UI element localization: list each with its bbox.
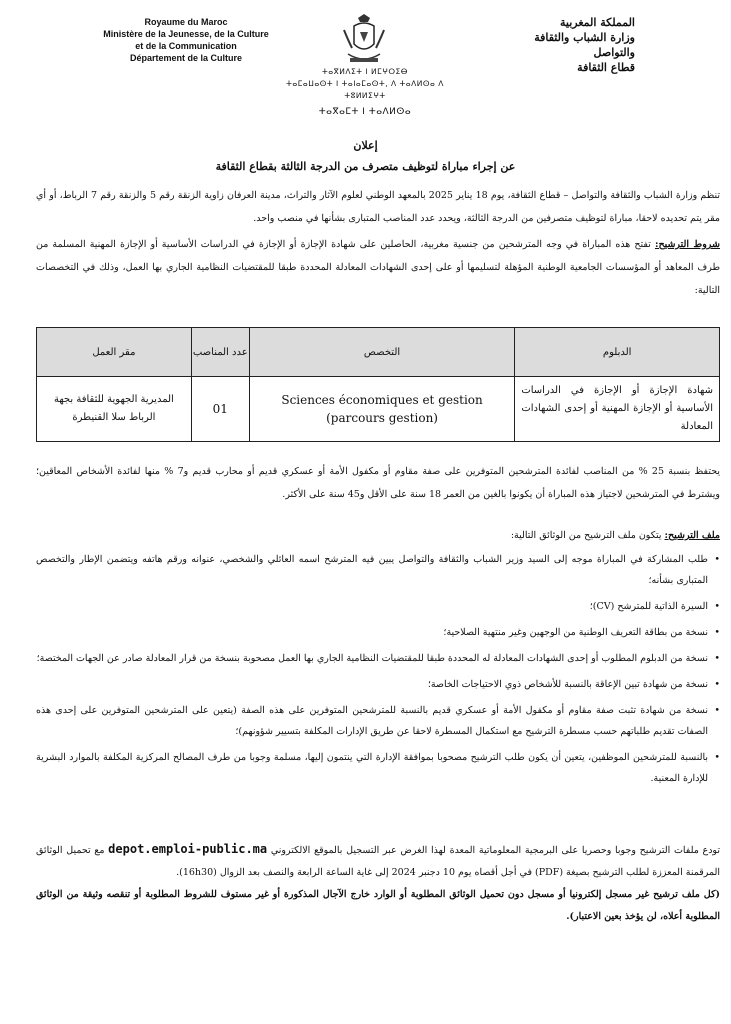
deposit-text-cont: مع تحميل الوثائق المرقمنة المعززة لطلب الترشيح بصيغة (PDF) في أجل أقصاه يوم 10 دجنبر 2024 إلى غاية الساعة الرابعة والنصف بعد الزوال (16h30). [36,845,720,878]
header-arabic [465,15,635,75]
header-ar-line: وزارة الشباب والثقافة [534,31,635,44]
list-item: • طلب المشاركة في المباراة موجه إلى السيد وزير الشباب والثقافة والتواصل يبين فيه المترشح اسمه العائلي والشخصي، عنوانه ورقم هاتفه ويتضمن الإطار والتخصص المتبارى بشأنه؛ [36,549,720,591]
header-tifinagh [280,66,450,118]
header-ar-line: المملكة المغربية [560,16,635,29]
header-ar-line: والتواصل [593,46,635,59]
conditions-paragraph [36,233,720,302]
table-header-row [37,328,720,377]
deposit-text: تودع ملفات الترشيح وجوبا وحصريا على البرمجية المعلوماتية المعدة لهذا الغرض عبر التسجيل بالموقع الالكتروني [270,845,720,856]
list-item: • نسخة من شهادة تثبت صفة مقاوم أو مكفول الأمة أو عسكري قديم بالنسبة للمترشحين المتوفرين على هذه الصفة (يتعين على المترشحين المتوفرين على إحدى هذه الصفات تقديم طلباتهم حسب مسطرة الترشيح مع استكمال المسطرة لاحقا عن طريق الإدارات المكلفة بتسيير شؤونهم)؛ [36,700,720,742]
list-item: • نسخة من الدبلوم المطلوب أو إحدى الشهادات المعادلة له المحددة طبقا للمقتضيات النظامية الجاري بها العمل مصحوبة بنسخة من قرار المعادلة صادر عن الجهات المختصة؛ [36,648,720,669]
deposit-paragraph [36,838,720,884]
announcement-subject: عن إجراء مباراة لتوظيف متصرف من الدرجة الثالثة بقطاع الثقافة [215,160,516,173]
table-cell-count: 01 [191,377,249,442]
header-fr-line: Département de la Culture [129,53,243,63]
conditions-text: تفتح هذه المباراة في وجه المترشحين من جنسية مغربية، الحاصلين على شهادة الإجازة أو الإجازة في الدراسات الأساسية أو الإجازة المهنية المسلمة من طرف المعاهد أو المؤسسات الجامعية الوطنية المؤهلة لتسليمها أو على إحدى الشهادات المعادلة المحددة طبقا للمقتضيات النظامية الجاري بها العمل، وذلك في التخصصات التالية: [36,239,720,296]
list-item: • نسخة من بطاقة التعريف الوطنية من الوجهين وغير منتهية الصلاحية؛ [36,622,720,643]
header-fr-line: Ministère de la Jeunesse, de la Culture [103,29,269,39]
header-tif-line: ⵜⴰⵎⴰⵡⴰⵙⵜ ⵏ ⵜⴰⵏⴰⵎⴰⵙⵜ, ⴷ ⵜⴰⴷⵍⵙⴰ ⴷ ⵜⵓⵍⵍⵉⵖⵜ [286,79,444,100]
header-fr-line: Royaume du Maroc [144,17,228,27]
deposit-website-link[interactable]: depot.emploi-public.ma [108,842,268,856]
list-item: • نسخة من شهادة تبين الإعاقة بالنسبة للأشخاص ذوي الاحتياجات الخاصة؛ [36,674,720,695]
table-row [37,377,720,442]
announcement-heading: إعلان [353,139,378,152]
specialty-line: (parcours gestion) [326,411,438,425]
header-tif-line: ⵜⴰⴳⴰⵎⵜ ⵏ ⵜⴰⴷⵍⵙⴰ [318,107,412,117]
header-tif-line: ⵜⴰⴳⵍⴷⵉⵜ ⵏ ⵍⵎⵖⵔⵉⴱ [322,67,408,76]
table-header-specialty: التخصص [249,328,515,377]
royal-emblem-icon [340,14,388,66]
dossier-heading [36,524,720,547]
table-cell-location: المديرية الجهوية للثقافة بجهة الرباط سلا القنيطرة [37,377,192,442]
specialty-line: Sciences économiques et gestion [281,393,483,407]
table-header-count: عدد المناصب [191,328,249,377]
table-header-diploma: الدبلوم [515,328,720,377]
table-header-location: مقر العمل [37,328,192,377]
header-ar-line: قطاع الثقافة [577,61,635,74]
header-fr-line: et de la Communication [135,41,237,51]
table-cell-specialty [249,377,515,442]
intro-paragraph: تنظم وزارة الشباب والثقافة والتواصل – قطاع الثقافة، يوم 18 يناير 2025 بالمعهد الوطني لعلوم الآثار والتراث، مدينة العرفان زاوية الزنقة رقم 5 والزنقة رقم 7 الرباط، أو أي مقر يتم تحديده لاحقا، مباراة لتوظيف متصرفين من الدرجة الثالثة، ويحدد عدد المناصب المتبارى بشأنها في منصب واحد. [36,190,720,224]
positions-table [36,327,720,442]
quota-age-paragraph: يحتفظ بنسبة 25 % من المناصب لفائدة المترشحين المتوفرين على صفة مقاوم أو مكفول الأمة أو عسكري قديم أو محارب قديم و7 % منها لفائدة الأشخاص المعاقين؛ ويشترط في المترشحين لاجتياز هذه المباراة أن يكونوا بالغين من العمر 18 سنة على الأقل و45 سنة على الأكثر. [36,466,721,500]
table-cell-diploma: شهادة الإجازة أو الإجازة في الدراسات الأساسية أو الإجازة المهنية أو إحدى الشهادات المعادلة [515,377,720,442]
dossier-label: ملف الترشيح: [664,530,720,541]
deposit-warning: (كل ملف ترشيح غير مسجل إلكترونيا أو مسجل دون تحميل الوثائق المطلوبة أو الوارد خارج الآجال المذكورة أو غير مستوف للشروط المطلوبة أو تنقصه وثيقة من الوثائق المطلوبة أعلاه، لن يؤخذ بعين الاعتبار). [36,889,720,922]
header-french [96,16,276,64]
conditions-label: شروط الترشيح: [654,239,720,250]
list-item: • السيرة الذاتية للمترشح (CV)؛ [36,596,720,617]
documents-list [36,549,720,794]
dossier-intro: يتكون ملف الترشيح من الوثائق التالية: [510,530,662,541]
list-item: • بالنسبة للمترشحين الموظفين، يتعين أن يكون طلب الترشيح مصحوبا بموافقة الإدارة التي ينتمون إليها، مسلمة وجوبا من طرف المصالح المركزية المكلفة بالموارد البشرية للإدارة المعنية. [36,747,720,789]
